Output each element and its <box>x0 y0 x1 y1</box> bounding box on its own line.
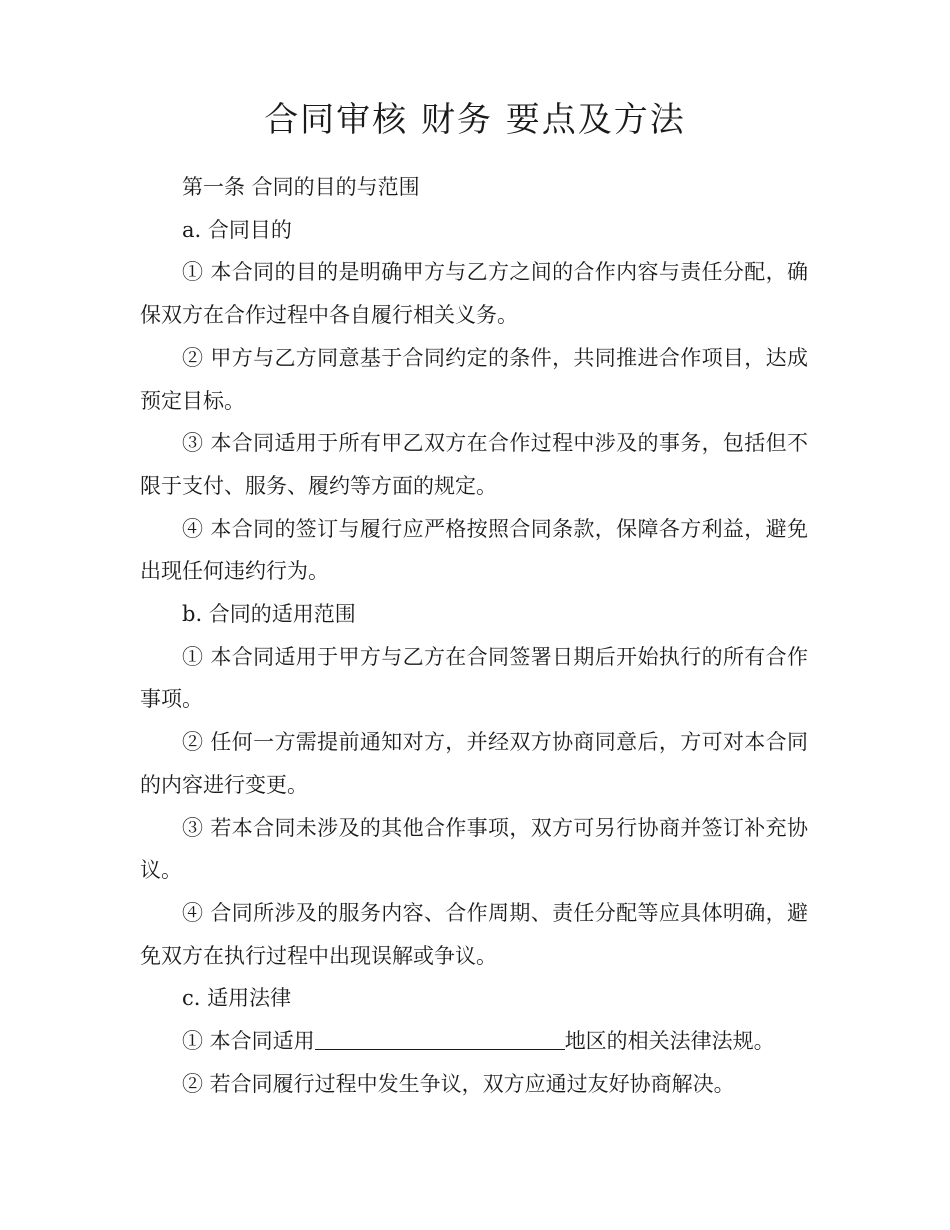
clause-law-1-suffix: 地区的相关法律法规。 <box>564 1029 775 1054</box>
clause-purpose-4: ④ 本合同的签订与履行应严格按照合同条款，保障各方利益，避免出现任何违约行为。 <box>140 516 808 584</box>
section-heading-law: c. 适用法律 <box>182 986 292 1011</box>
clause-purpose-3: ③ 本合同适用于所有甲乙双方在合作过程中涉及的事务，包括但不限于支付、服务、履约等方面的规定。 <box>140 431 808 498</box>
section-heading-scope: b. 合同的适用范围 <box>182 602 356 627</box>
clause-purpose-1: ① 本合同的目的是明确甲方与乙方之间的合作内容与责任分配，确保双方在合作过程中各自履行相关义务。 <box>140 260 808 328</box>
clause-scope-2: ② 任何一方需提前通知对方，并经双方协商同意后，方可对本合同的内容进行变更。 <box>140 730 808 797</box>
clause-law-1-prefix: ① 本合同适用 <box>182 1029 315 1054</box>
document-body <box>140 166 808 1105</box>
section-heading-purpose: a. 合同目的 <box>182 217 292 242</box>
clause-scope-1: ① 本合同适用于甲方与乙方在合同签署日期后开始执行的所有合作事项。 <box>140 644 808 712</box>
blank-fill-line[interactable] <box>315 1029 565 1050</box>
clause-law-2: ② 若合同履行过程中发生争议，双方应通过友好协商解决。 <box>182 1071 735 1096</box>
clause-purpose-2: ② 甲方与乙方同意基于合同约定的条件，共同推进合作项目，达成预定目标。 <box>140 345 808 413</box>
clause-scope-4: ④ 合同所涉及的服务内容、合作周期、责任分配等应具体明确，避免双方在执行过程中出现误解或争议。 <box>140 900 808 968</box>
document-title: 合同审核 财务 要点及方法 <box>264 100 686 140</box>
clause-scope-3: ③ 若本合同未涉及的其他合作事项，双方可另行协商并签订补充协议。 <box>140 815 808 883</box>
article-heading: 第一条 合同的目的与范围 <box>182 175 420 199</box>
clause-law-1 <box>140 1020 808 1063</box>
